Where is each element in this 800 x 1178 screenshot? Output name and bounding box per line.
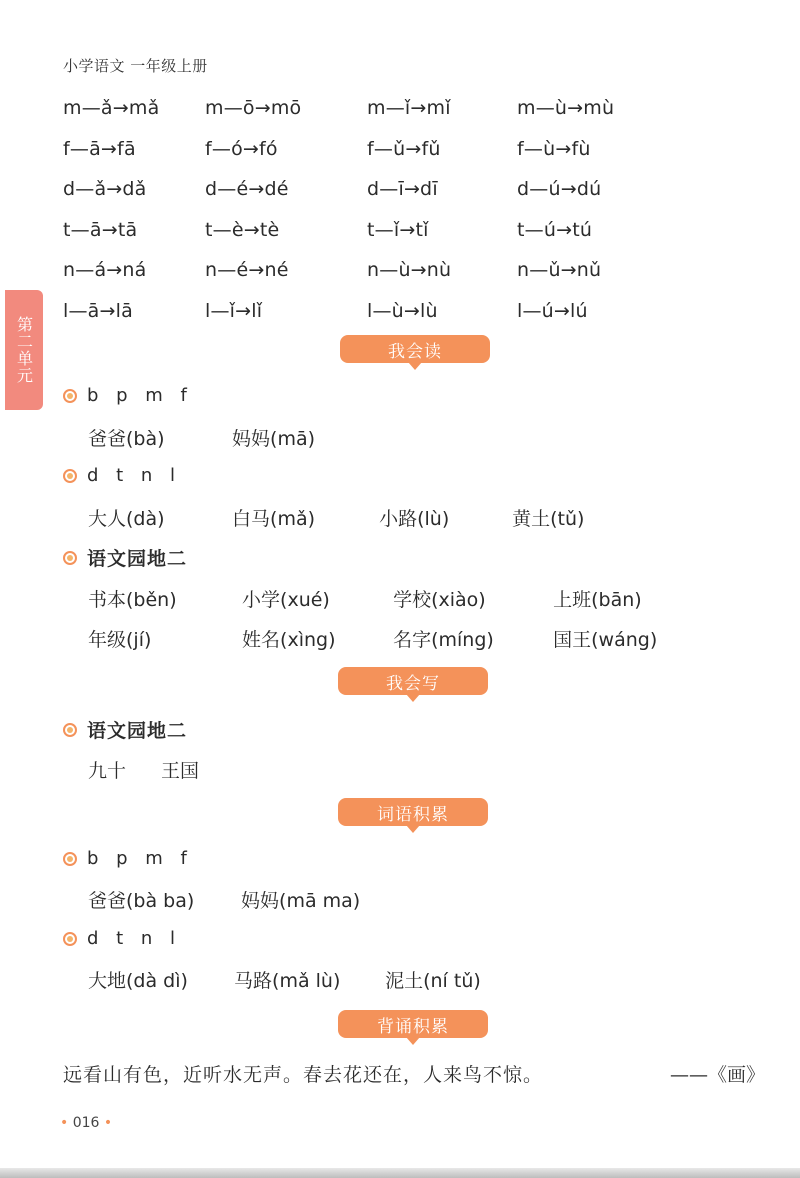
page-number	[60, 1115, 112, 1131]
pinyin-cell: f—ǔ→fǔ	[367, 137, 441, 160]
dot-icon: •	[60, 1115, 69, 1131]
section-title: b p m f	[87, 385, 193, 406]
read-words-garden-row2	[88, 625, 657, 652]
write-section-garden	[63, 716, 187, 743]
page-header: 小学语文 一年级上册	[63, 57, 208, 75]
circle-bullet-icon	[63, 932, 77, 946]
pinyin-cell: m—ù→mù	[517, 97, 615, 120]
section-title: b p m f	[87, 848, 193, 869]
word-item: 九十	[88, 760, 127, 782]
circle-bullet-icon	[63, 551, 77, 565]
word-item: 姓名(xìng)	[242, 629, 336, 651]
pinyin-row	[63, 291, 683, 332]
pinyin-row	[63, 129, 683, 170]
pinyin-cell: n—á→ná	[63, 259, 147, 282]
circle-bullet-icon	[63, 389, 77, 403]
word-item: 国王(wáng)	[553, 629, 658, 651]
write-words	[88, 756, 199, 783]
section-title: d t n l	[87, 465, 182, 486]
pinyin-cell: f—ā→fā	[63, 137, 136, 160]
pinyin-cell: d—é→dé	[205, 178, 289, 201]
pinyin-grid	[63, 88, 683, 331]
pinyin-cell: n—ǔ→nǔ	[517, 259, 602, 282]
circle-bullet-icon	[63, 469, 77, 483]
poem-text: 远看山有色，近听水无声。春去花还在，人来鸟不惊。	[63, 1064, 544, 1086]
pinyin-cell: l—ā→lā	[63, 299, 133, 322]
dot-icon: •	[103, 1115, 113, 1131]
word-item: 书本(běn)	[88, 589, 177, 611]
word-item: 泥土(ní tǔ)	[385, 970, 481, 992]
pinyin-cell: m—ō→mō	[205, 97, 302, 120]
word-item: 爸爸(bà ba)	[88, 890, 195, 912]
read-section-bpmf	[63, 385, 193, 406]
pinyin-row	[63, 250, 683, 291]
section-title: 语文园地二	[87, 720, 188, 742]
pinyin-cell: t—ú→tú	[517, 218, 593, 241]
words-section-dtnl	[63, 928, 181, 949]
word-item: 上班(bān)	[553, 589, 642, 611]
words-list-bpmf	[88, 886, 360, 913]
pinyin-cell: l—ù→lù	[367, 299, 438, 322]
word-item: 名字(míng)	[393, 629, 494, 651]
unit-side-tab: 第二单元	[5, 290, 43, 410]
read-section-dtnl	[63, 465, 181, 486]
word-item: 大人(dà)	[88, 508, 165, 530]
pinyin-cell: l—ú→lú	[517, 299, 588, 322]
read-section-garden	[63, 544, 187, 571]
page-number-value: 016	[72, 1115, 100, 1131]
word-item: 大地(dà dì)	[88, 970, 188, 992]
word-item: 妈妈(mā ma)	[241, 890, 361, 912]
circle-bullet-icon	[63, 852, 77, 866]
word-item: 小学(xué)	[242, 589, 330, 611]
word-item: 马路(mǎ lù)	[234, 970, 341, 992]
section-title: 语文园地二	[87, 548, 188, 570]
pinyin-cell: t—ǐ→tǐ	[367, 218, 429, 241]
pinyin-cell: n—é→né	[205, 259, 289, 282]
circle-bullet-icon	[63, 723, 77, 737]
pinyin-row	[63, 169, 683, 210]
words-section-bpmf	[63, 848, 193, 869]
pinyin-cell: d—ī→dī	[367, 178, 438, 201]
word-item: 黄土(tǔ)	[512, 508, 585, 530]
pinyin-cell: n—ù→nù	[367, 259, 452, 282]
read-words-garden-row1	[88, 585, 642, 612]
words-banner: 词语积累	[338, 798, 488, 826]
read-words-dtnl	[88, 504, 584, 531]
words-list-dtnl	[88, 966, 481, 993]
word-item: 年级(jí)	[88, 629, 152, 651]
pinyin-cell: f—ó→fó	[205, 137, 278, 160]
read-words-bpmf	[88, 424, 315, 451]
pinyin-row	[63, 210, 683, 251]
word-item: 爸爸(bà)	[88, 428, 165, 450]
read-banner: 我会读	[340, 335, 490, 363]
pinyin-cell: d—ǎ→dǎ	[63, 178, 147, 201]
poem-source: ——《画》	[670, 1064, 766, 1086]
word-item: 小路(lù)	[379, 508, 450, 530]
pinyin-cell: t—ā→tā	[63, 218, 138, 241]
word-item: 王国	[161, 760, 200, 782]
pinyin-cell: l—ǐ→lǐ	[205, 299, 263, 322]
pinyin-cell: d—ú→dú	[517, 178, 602, 201]
pinyin-cell: m—ǎ→mǎ	[63, 97, 160, 120]
pinyin-cell: m—ǐ→mǐ	[367, 97, 451, 120]
pinyin-cell: t—è→tè	[205, 218, 280, 241]
word-item: 妈妈(mā)	[232, 428, 316, 450]
word-item: 学校(xiào)	[393, 589, 486, 611]
page-bottom-edge	[0, 1168, 800, 1178]
word-item: 白马(mǎ)	[232, 508, 316, 530]
pinyin-cell: f—ù→fù	[517, 137, 591, 160]
recite-banner: 背诵积累	[338, 1010, 488, 1038]
section-title: d t n l	[87, 928, 182, 949]
pinyin-row	[63, 88, 683, 129]
write-banner: 我会写	[338, 667, 488, 695]
